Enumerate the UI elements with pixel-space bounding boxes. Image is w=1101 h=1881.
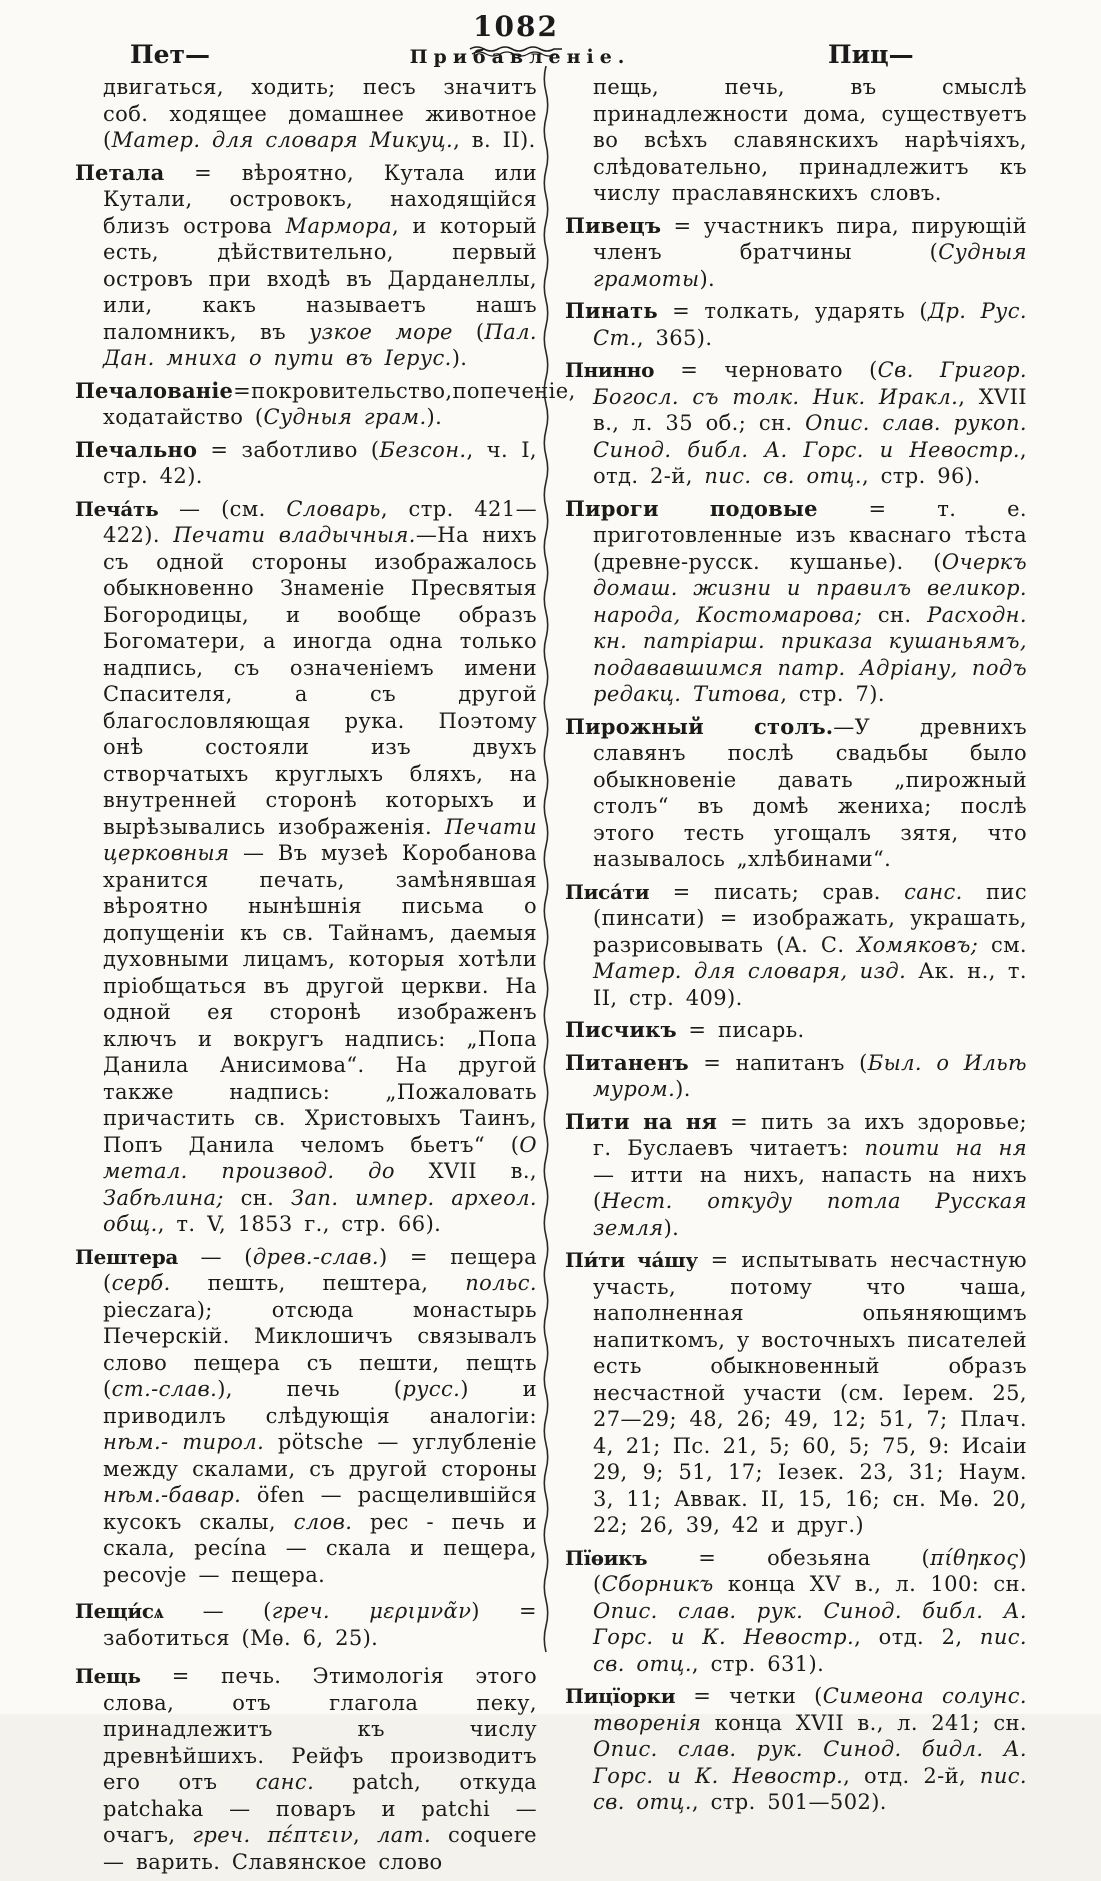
entry-citation-italic: польс. xyxy=(465,1271,537,1295)
entry-text: пис (пинсати) = изображать, украшать, разрисовывать (А. С. xyxy=(593,879,1027,957)
entry-citation-italic: Печати церковныя xyxy=(103,814,537,865)
entry-text: ) и приводилъ слѣдующія аналогіи: xyxy=(103,1377,537,1428)
entry-text: ) = заботиться (Мѳ. 6, 25). xyxy=(103,1599,537,1650)
entry-headword: Пирожный столъ. xyxy=(565,713,834,739)
entry-text: пещь, печь, въ смыслѣ принадлежности дома, существуетъ во всѣхъ славянскихъ нарѣчіяхъ, слѣдовательно, принадлежитъ къ числу праславянскихъ словъ. xyxy=(593,75,1027,205)
entry-citation-italic: Безсон. xyxy=(379,437,467,462)
entry-text: = писарь. xyxy=(676,1018,805,1042)
entry-text xyxy=(251,1823,268,1847)
dictionary-entry xyxy=(565,1050,1027,1103)
dictionary-entry xyxy=(75,74,537,154)
entry-citation-italic: Др. Рус. Ст. xyxy=(593,299,1027,350)
entry-citation-italic: Пал. Дан. мниха о пути въ Іерус. xyxy=(103,319,537,370)
dictionary-entry xyxy=(75,160,537,372)
entry-text: , xyxy=(353,1823,377,1847)
entry-text: pieczara); отсюда монастырь Печерскій. Миклошичъ связывалъ слово пещера съ пешти, пещть ( xyxy=(103,1297,537,1401)
entry-headword: Пнинно xyxy=(565,358,655,382)
entry-text: ). xyxy=(663,1215,680,1240)
entry-text: , ч. I, стр. 42). xyxy=(103,437,537,488)
entry-headword: Пицїорки xyxy=(565,1684,676,1708)
entry-text: , отд. 2, xyxy=(854,1625,980,1649)
column-divider-path xyxy=(544,66,547,1652)
entry-text: öfen — расщелившійся кусокъ скалы, xyxy=(103,1483,537,1534)
entry-headword: Пещь xyxy=(75,1664,141,1688)
entry-citation-italic: древ.-слав. xyxy=(252,1244,379,1269)
entry-text: см. xyxy=(978,932,1027,957)
entry-citation-italic: πέπτειν xyxy=(267,1823,354,1847)
entry-headword: Пїѳикъ xyxy=(565,1545,648,1570)
entry-citation-italic: пис. св. отц. xyxy=(593,1625,1028,1676)
running-head-right: Пиц— xyxy=(828,40,914,69)
entry-text: = заботливо ( xyxy=(197,437,380,462)
entry-citation-italic: ст.-слав. xyxy=(111,1377,218,1401)
entry-text xyxy=(330,1599,369,1623)
entry-citation-italic: Печати владычныя. xyxy=(173,523,416,547)
dictionary-entry xyxy=(75,377,576,431)
dictionary-entry xyxy=(75,1663,537,1875)
entry-citation-italic: Судныя грам. xyxy=(263,405,427,429)
entry-text: пешть, пештера, xyxy=(170,1271,466,1295)
entry-headword: Печалованіе xyxy=(75,377,234,403)
entry-text: ), печь ( xyxy=(217,1377,403,1401)
entry-text: — ( xyxy=(163,1599,272,1623)
entry-headword: Петала xyxy=(75,159,165,185)
entry-text: pec - печь и скала, pecína — скала и пещера, pecovje — пещера. xyxy=(103,1509,537,1587)
dictionary-entry xyxy=(565,357,1027,490)
entry-citation-italic: слов. xyxy=(293,1509,353,1534)
dictionary-entry xyxy=(75,496,537,1238)
entry-headword: Пити на ня xyxy=(565,1108,718,1134)
entry-text: ). xyxy=(426,405,443,429)
entry-citation-italic: пис. св. отц. xyxy=(704,464,862,488)
entry-text: = толкать, ударять ( xyxy=(657,299,928,323)
entry-citation-italic: Словарь xyxy=(286,496,381,521)
entry-text: XVII в., xyxy=(394,1159,537,1183)
entry-headword: Пи́ти ча́шу xyxy=(565,1248,698,1272)
entry-text: — ( xyxy=(178,1244,253,1269)
entry-text: ). xyxy=(699,266,716,291)
entry-text: сн. xyxy=(862,602,928,627)
dictionary-entry xyxy=(565,1545,1027,1678)
entry-text: = вѣроятно, Кутала или Кутали, островокъ, находящійся близъ острова xyxy=(103,160,537,238)
entry-text: , стр. 7). xyxy=(780,682,885,706)
entry-text: — итти на нихъ, напасть на нихъ ( xyxy=(593,1162,1027,1213)
running-head-center: Прибавленіе. xyxy=(409,46,631,68)
entry-text: patch, откуда patchaka — поваръ и patchi — очагъ, xyxy=(103,1770,537,1847)
entry-text: , отд. 2-й, xyxy=(843,1763,980,1788)
entry-text: ) ( xyxy=(593,1545,1027,1596)
entry-headword: Писчикъ xyxy=(565,1017,677,1042)
entry-citation-italic: нѣм.- тирол. xyxy=(103,1430,265,1454)
dictionary-entry xyxy=(565,74,1027,207)
entry-text: —На нихъ съ одной стороны изображалось обыкновенно Знаменіе Пресвятыя Богородицы, и вообще образъ Богоматери, а иногда одна только надпись, съ означеніемъ имени Спасителя, а съ другой благословляющая рука. Поэтому онѣ состояли изъ двухъ створчатыхъ круглыхъ бляхъ, на внутренней сторонѣ которыхъ и вырѣзывались изображенія. xyxy=(103,523,537,839)
entry-citation-italic: греч. xyxy=(192,1823,251,1847)
entry-citation-italic: Опис. слав. рукоп. Синод. библ. А. Горс. и Невостр. xyxy=(593,411,1027,462)
entry-headword: Печально xyxy=(75,436,198,462)
entry-text: = печь. Этимологія этого слова, отъ глагола пеку, принадлежитъ къ числу древнѣйшихъ. Рейфъ производитъ его отъ xyxy=(103,1664,537,1794)
entry-text: , и который есть, дѣйствительно, первый островъ при входѣ въ Дарданеллы, или, какъ называетъ нашъ паломникъ, въ xyxy=(103,213,538,344)
entry-text: , стр. 421—422). xyxy=(103,496,537,547)
entry-citation-italic: Расходн. кн. патріарш. приказа кушаньямъ, подававшимся патр. Адріану, подъ редакц. Титова xyxy=(593,602,1027,706)
entry-citation-italic: лат. xyxy=(376,1823,432,1847)
entry-text: = участникъ пира, пирующій членъ братчины ( xyxy=(593,213,1027,264)
dictionary-entry xyxy=(565,298,1027,351)
entry-citation-italic: узкое море xyxy=(309,319,453,344)
dictionary-entry xyxy=(565,1247,1027,1539)
entry-text: , стр. 501—502). xyxy=(691,1790,887,1814)
entry-text: , отд. 2-й, xyxy=(593,437,1027,488)
entry-text: ). xyxy=(675,1077,691,1101)
dictionary-entry xyxy=(565,1683,1027,1816)
dictionary-entry xyxy=(565,496,1027,708)
entry-headword: Питаненъ xyxy=(565,1049,689,1075)
entry-text: coquere — варить. Славянское слово xyxy=(103,1823,538,1874)
dictionary-entry xyxy=(565,879,1027,1012)
entry-text: =покровительство,попеченіе, ходатайство ( xyxy=(103,378,576,429)
entry-text: — (см. xyxy=(158,496,287,521)
entry-citation-italic: Опис. слав. рук. Синод. библ. А. Горс. и К. Невостр. xyxy=(593,1598,1027,1649)
entry-citation-italic: Зап. импер. археол. общ. xyxy=(103,1185,537,1236)
entry-citation-italic: Нест. откуду потла Русская земля xyxy=(593,1189,1027,1240)
dictionary-entry xyxy=(75,1244,537,1589)
running-head-left: Пет— xyxy=(130,40,211,69)
entry-text: конца XV в., л. 100: сн. xyxy=(713,1572,1027,1596)
entry-citation-italic: Св. Григор. Богосл. съ толк. Ник. Иракл. xyxy=(593,358,1027,409)
entry-text: —У древнихъ славянъ послѣ свадьбы было обыкновеніе давать „пирожный столъ“ въ домѣ жениха; послѣ этого тесть угощалъ зятя, что называлось „хлѣбинами“. xyxy=(593,714,1027,871)
dictionary-entry xyxy=(75,437,537,490)
entry-citation-italic: поити на ня xyxy=(864,1136,1027,1160)
entry-citation-italic: Матер. для словаря Микуц. xyxy=(111,128,454,152)
entry-citation-italic: Симеона солунс. творенія xyxy=(593,1684,1027,1735)
entry-text: сн. xyxy=(223,1185,291,1210)
entry-headword: Пинать xyxy=(565,298,658,323)
entry-citation-italic: Очеркъ домаш. жизни и правилъ великор. народа, Костомарова; xyxy=(593,549,1027,627)
entry-citation-italic: Забѣлина; xyxy=(103,1185,224,1210)
entry-citation-italic: Матер. для словаря, изд. xyxy=(593,959,907,983)
entry-citation-italic: санс. xyxy=(255,1770,315,1794)
entry-headword: Пештера xyxy=(75,1244,179,1269)
entry-citation-italic: Хомяковъ; xyxy=(857,932,979,957)
entry-text: — Въ музеѣ Коробанова хранится печать, замѣнявшая вѣроятно нынѣшнія письма о допущеніи къ св. Тайнамъ, даемыя духовными лицамъ, которыя хотѣли пріобщаться въ другой церкви. На одной ея сторонѣ изображенъ ключъ и вокругъ надпись: „Попа Данила Анисимова“. На другой также надпись: „Пожаловать причастить св. Христовыхъ Таинъ, Попъ Данила челомъ бьетъ“ ( xyxy=(103,841,537,1157)
entry-text: = обезьяна ( xyxy=(647,1545,931,1570)
entry-text: , 365). xyxy=(636,325,713,350)
entry-citation-italic: Опис. слав. рук. Синод. бидл. А. Горс. и К. Невостр. xyxy=(593,1737,1027,1788)
entry-citation-italic: греч. xyxy=(271,1599,331,1623)
entry-text: Ак. н., т. II, стр. 409). xyxy=(593,959,1027,1010)
dictionary-entry xyxy=(565,1109,1027,1242)
entry-citation-italic: Судныя грамоты xyxy=(593,240,1027,291)
entry-citation-italic: Был. о Ильѣ муром. xyxy=(593,1050,1027,1101)
entry-citation-italic: русс. xyxy=(402,1377,461,1401)
entry-text: = четки ( xyxy=(675,1684,823,1708)
dictionary-entry xyxy=(565,213,1027,293)
entry-text: ). xyxy=(451,346,468,370)
page-number: 1082 xyxy=(473,10,559,43)
entry-text: , XVII в., л. 35 об.; сн. xyxy=(593,384,1027,435)
entry-text: , т. V, 1853 г., стр. 66). xyxy=(157,1212,442,1236)
entry-text: конца XVII в., л. 241; сн. xyxy=(701,1710,1027,1735)
dictionary-entry xyxy=(75,1598,537,1651)
entry-text: = напитанъ ( xyxy=(688,1050,868,1075)
entry-text: ( xyxy=(452,319,485,344)
entry-headword: Пироги подовые xyxy=(565,495,818,521)
entry-text: = писать; срав. xyxy=(649,879,905,904)
entry-headword: Печа́ть xyxy=(75,496,159,521)
entry-text: , стр. 631). xyxy=(691,1651,825,1676)
entry-citation-italic: Сборникъ xyxy=(601,1572,714,1596)
entry-text: = пить за ихъ здоровье; г. Буслаевъ читаетъ: xyxy=(593,1109,1027,1160)
entry-text: , стр. 96). xyxy=(861,464,981,488)
entry-citation-italic: πίθηκος xyxy=(930,1545,1019,1570)
entry-text: pötsche — углубленіе между скалами, съ другой стороны xyxy=(103,1430,537,1481)
dictionary-entry xyxy=(565,714,1027,873)
entry-citation-italic: нѣм.-бавар. xyxy=(103,1483,242,1507)
entry-text: = испытывать несчастную участь, потому что чаша, наполненная опьяняющимъ напиткомъ, у восточныхъ писателей есть обыкновенный образъ несчастной участи (см. Іерем. 25, 27—29; 48, 26; 49, 12; 51, 7; Плач. 4, 21; Пс. 21, 5; 60, 5; 75, 9: Исаіи 29, 9; 51, 17; Іезек. 23, 31; Наум. 3, 11; Аввак. II, 15, 16; сн. Мѳ. 20, 22; 26, 39, 42 и друг.) xyxy=(593,1248,1027,1537)
entry-citation-italic: серб. xyxy=(111,1271,171,1295)
entry-text: = т. е. приготовленные изъ кваснаго тѣста (древне-русск. кушанье). ( xyxy=(593,496,1028,574)
entry-headword: Писа́ти xyxy=(565,879,650,904)
entry-citation-italic: μεριμνᾶν xyxy=(369,1599,472,1623)
entry-headword: Пивецъ xyxy=(565,212,662,238)
entry-citation-italic: О метал. производ. до xyxy=(103,1132,537,1183)
entry-text: = черновато ( xyxy=(654,358,878,382)
dictionary-entry xyxy=(565,1017,1027,1044)
column-left xyxy=(75,74,576,1881)
column-right xyxy=(565,74,1027,1822)
entry-citation-italic: санс. xyxy=(904,879,963,904)
entry-citation-italic: пис. св. отц. xyxy=(593,1763,1027,1814)
entry-headword: Пещи́сѧ xyxy=(75,1599,164,1623)
entry-citation-italic: Мармора xyxy=(285,213,392,238)
entry-text: двигаться, ходить; песъ значитъ соб. ходящее домашнее животное ( xyxy=(103,75,537,152)
entry-text: ) = пещера ( xyxy=(103,1244,537,1295)
column-divider xyxy=(540,66,552,1666)
entry-text: , в. II). xyxy=(453,128,536,152)
